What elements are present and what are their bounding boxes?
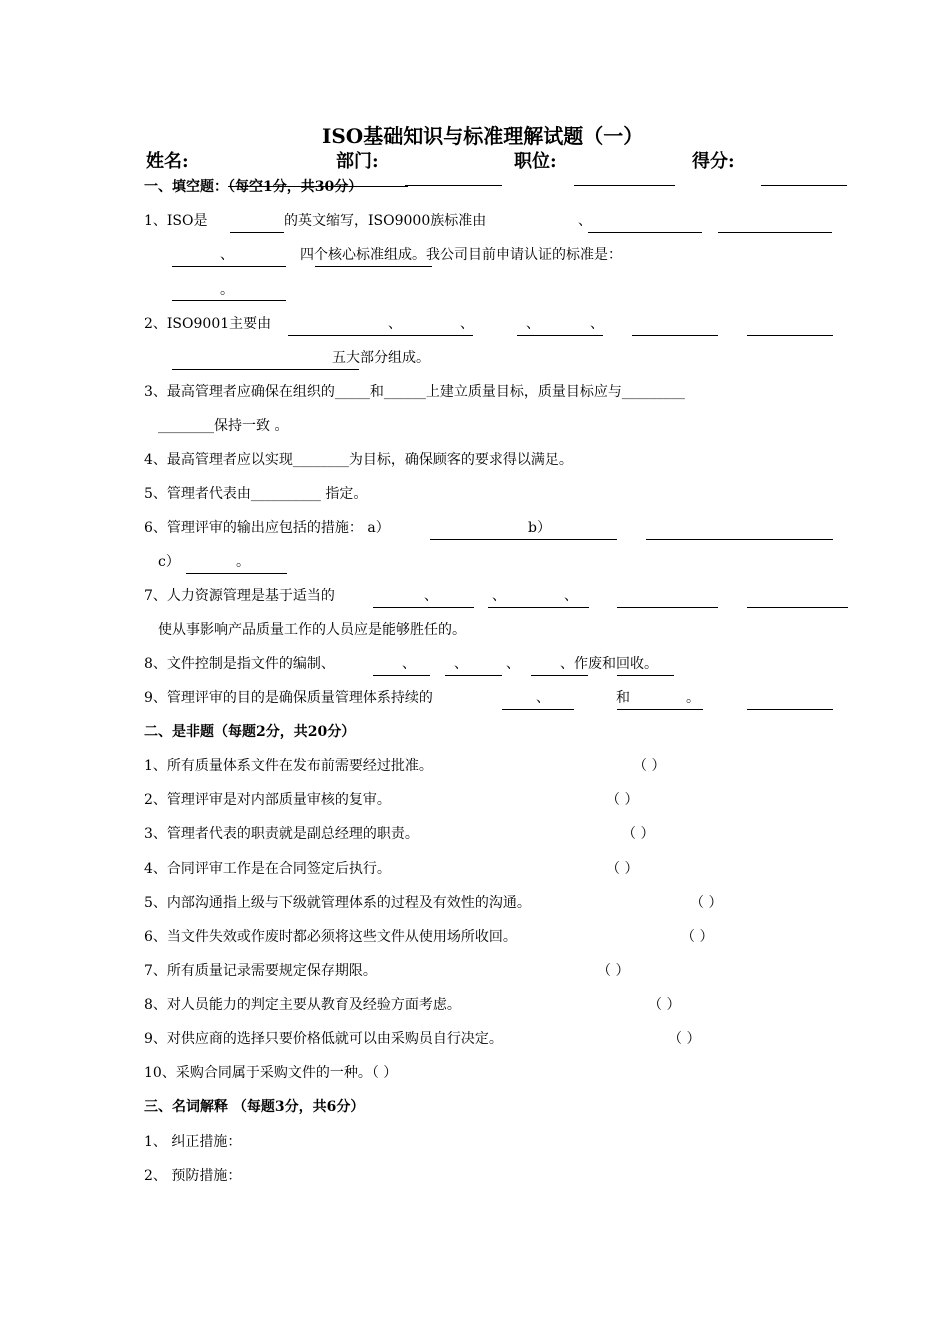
page-title: ISO基础知识与标准理解试题（一） (322, 124, 644, 148)
tf-item-4: 4、合同评审工作是在合同签定后执行。 (144, 861, 391, 877)
section1-heading: 一、填空题：（每空1分，共30分） (144, 179, 363, 195)
q9-text-a: 9、管理评审的目的是确保质量管理体系持续的 (144, 690, 433, 706)
q1-text-e: 四个核心标准组成。我公司目前申请认证的标准是： (300, 247, 622, 263)
q6-blank-b[interactable] (646, 539, 833, 540)
q1-text-d: 、 (220, 247, 234, 263)
q2-text-f: 五大部分组成。 (332, 350, 430, 366)
q6-blank-a[interactable] (430, 539, 617, 540)
tf-item-10[interactable]: 10、采购合同属于采购文件的一种。（ ） (144, 1065, 398, 1081)
q9-blank-3[interactable] (747, 709, 833, 710)
q8-sep-3: 、 (506, 656, 520, 672)
term-item-1: 1、 纠正措施： (144, 1134, 242, 1150)
q7-blank-1[interactable] (373, 607, 474, 608)
q1-text-a: 1、ISO是 (144, 213, 208, 229)
q2-sep-2: 、 (460, 316, 474, 332)
q1-text-b: 的英文缩写，ISO9000族标准由 (284, 213, 487, 229)
q3-text-b: ________保持一致 。 (158, 418, 289, 434)
q2-blank-5[interactable] (172, 369, 359, 370)
q4-text: 4、最高管理者应以实现________为目标，确保顾客的要求得以满足。 (144, 452, 573, 468)
name-label: 姓名: (146, 151, 189, 172)
tf-answer-9[interactable]: （ ） (668, 1031, 701, 1047)
name-field-line[interactable] (405, 185, 502, 186)
tf-item-5: 5、内部沟通指上级与下级就管理体系的过程及有效性的沟通。 (144, 895, 531, 911)
q6-text-d: 。 (236, 554, 250, 570)
tf-item-7: 7、所有质量记录需要规定保存期限。 (144, 963, 377, 979)
section2-heading: 二、是非题（每题2分，共20分） (144, 724, 356, 740)
q1-blank-4[interactable] (172, 266, 286, 267)
tf-answer-4[interactable]: （ ） (606, 861, 639, 877)
q1-text-f: 。 (220, 282, 234, 298)
position-label: 职位: (514, 151, 557, 172)
q7-sep-3: 、 (564, 588, 578, 604)
tf-item-8: 8、对人员能力的判定主要从教育及经验方面考虑。 (144, 997, 461, 1013)
tf-answer-8[interactable]: （ ） (648, 997, 681, 1013)
q8-text-a: 8、文件控制是指文件的编制、 (144, 656, 335, 672)
q7-sep-1: 、 (424, 588, 438, 604)
section3-heading: 三、名词解释 （每题3分，共6分） (144, 1099, 365, 1115)
q1-underline-core (315, 266, 432, 267)
q2-blank-2[interactable] (517, 335, 603, 336)
q7-blank-2[interactable] (488, 607, 589, 608)
q6-blank-c[interactable] (186, 573, 287, 574)
tf-answer-2[interactable]: （ ） (606, 792, 639, 808)
q6-text-c: c） (158, 554, 180, 570)
tf-answer-6[interactable]: （ ） (681, 929, 714, 945)
q9-text-c: 和 (616, 690, 630, 706)
q7-sep-2: 、 (492, 588, 506, 604)
q2-blank-4[interactable] (747, 335, 833, 336)
q5-text: 5、管理者代表由__________ 指定。 (144, 486, 368, 502)
q6-text-a: 6、管理评审的输出应包括的措施： a） (144, 520, 390, 536)
score-label: 得分: (692, 151, 735, 172)
tf-item-6: 6、当文件失效或作废时都必须将这些文件从使用场所收回。 (144, 929, 517, 945)
department-label: 部门: (336, 151, 379, 172)
tf-item-3: 3、管理者代表的职责就是副总经理的职责。 (144, 826, 419, 842)
q8-sep-1: 、 (402, 656, 416, 672)
q7-text-a: 7、人力资源管理是基于适当的 (144, 588, 335, 604)
q9-blank-1[interactable] (502, 709, 574, 710)
q2-blank-1[interactable] (288, 335, 473, 336)
tf-item-2: 2、管理评审是对内部质量审核的复审。 (144, 792, 391, 808)
q7-blank-3[interactable] (617, 607, 718, 608)
q7-text-e: 使从事影响产品质量工作的人员应是能够胜任的。 (158, 622, 466, 638)
q8-sep-2: 、 (454, 656, 468, 672)
q8-underline (617, 675, 674, 676)
q8-blank-2[interactable] (445, 675, 502, 676)
score-field-line[interactable] (761, 185, 847, 186)
position-field-line[interactable] (574, 185, 675, 186)
q1-blank-1[interactable] (230, 232, 284, 233)
term-item-2: 2、 预防措施： (144, 1168, 242, 1184)
q1-text-c: 、 (578, 213, 592, 229)
q2-text-a: 2、ISO9001主要由 (144, 316, 272, 332)
q3-text-a: 3、最高管理者应确保在组织的_____和______上建立质量目标，质量目标应与_________ (144, 384, 685, 400)
tf-answer-3[interactable]: （ ） (622, 826, 655, 842)
q9-blank-2[interactable] (617, 709, 703, 710)
q6-text-b: b） (528, 520, 551, 536)
q1-blank-3[interactable] (718, 232, 832, 233)
q8-blank-1[interactable] (373, 675, 430, 676)
q9-text-d: 。 (686, 690, 700, 706)
q8-blank-3[interactable] (531, 675, 588, 676)
q1-blank-2[interactable] (588, 232, 702, 233)
tf-answer-7[interactable]: （ ） (597, 963, 630, 979)
tf-answer-1[interactable]: （ ） (633, 758, 666, 774)
q2-sep-4: 、 (590, 316, 604, 332)
q8-text-e: 、作废和回收。 (560, 656, 658, 672)
q7-blank-4[interactable] (747, 607, 848, 608)
tf-item-1: 1、所有质量体系文件在发布前需要经过批准。 (144, 758, 433, 774)
heading-strike (228, 186, 408, 187)
q9-sep-1: 、 (536, 690, 550, 706)
q1-blank-5[interactable] (172, 300, 286, 301)
q2-sep-3: 、 (526, 316, 540, 332)
q2-blank-3[interactable] (632, 335, 718, 336)
tf-answer-5[interactable]: （ ） (690, 895, 723, 911)
q2-sep-1: 、 (388, 316, 402, 332)
tf-item-9: 9、对供应商的选择只要价格低就可以由采购员自行决定。 (144, 1031, 503, 1047)
